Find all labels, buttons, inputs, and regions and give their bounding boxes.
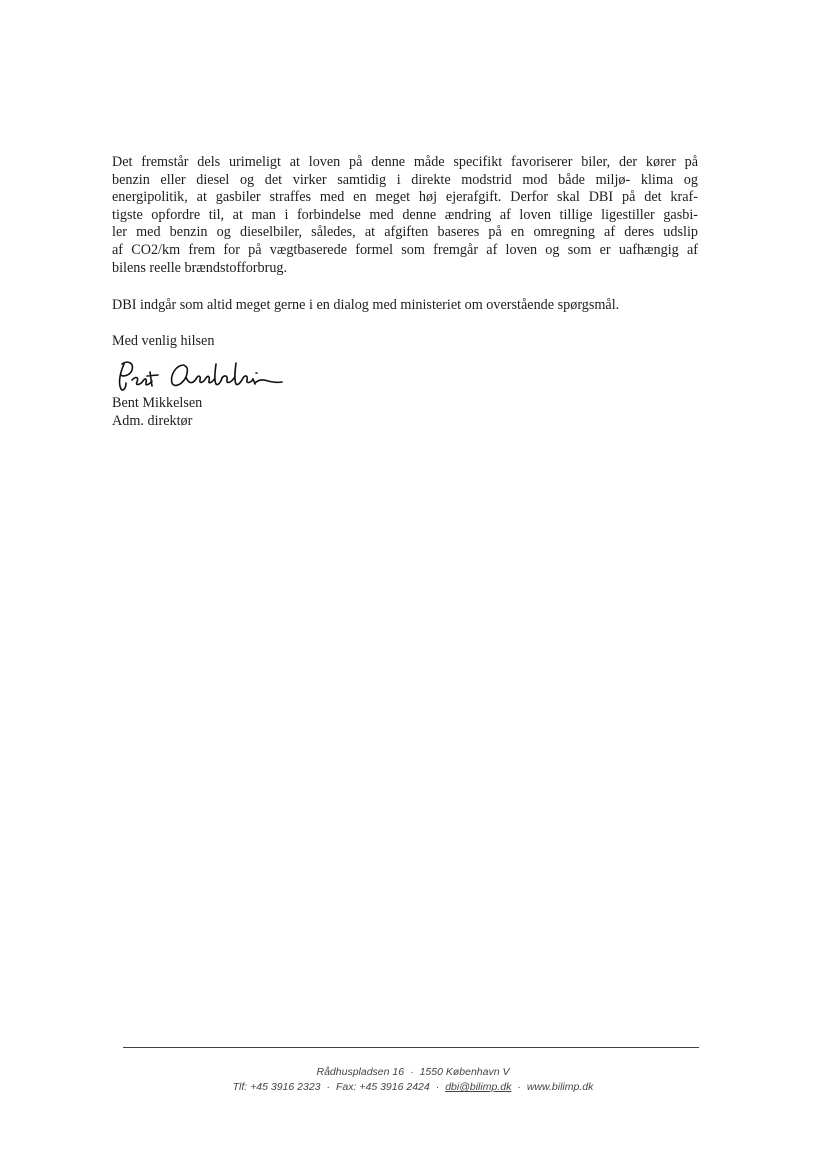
- paragraph-1-line: Det fremstår dels urimeligt at loven på denne måde specifikt favoriserer biler, der kører på: [112, 154, 698, 170]
- footer-fax: Fax: +45 3916 2424: [336, 1081, 430, 1093]
- footer-divider: [123, 1047, 699, 1048]
- footer-address-line: [0, 1066, 826, 1078]
- paragraph-1-line: ler med benzin og dieselbiler, således, at afgiften baseres på en omregning af deres udslip: [112, 224, 698, 241]
- paragraph-1-line: benzin eller diesel og det virker samtidig i direkte modstrid mod både miljø- klima og: [112, 171, 698, 188]
- paragraph-2: DBI indgår som altid meget gerne i en dialog med ministeriet om overstående spørgsmål.: [112, 297, 620, 313]
- signer-title: Adm. direktør: [112, 412, 193, 429]
- paragraph-1-line: energipolitik, at gasbiler straffes med en meget høj ejerafgift. Derfor skal DBI på det kraf-: [112, 189, 698, 206]
- footer-separator: ·: [410, 1066, 414, 1078]
- footer-separator: ·: [435, 1081, 440, 1093]
- paragraph-1-line: tigste opfordre til, at man i forbindelse med denne ændring af loven tillige ligestiller gasbi-: [112, 206, 698, 223]
- letter-body: [112, 154, 698, 277]
- footer-address: Rådhuspladsen 16: [316, 1066, 405, 1078]
- footer-email-link[interactable]: dbi@bilimp.dk: [445, 1081, 512, 1093]
- handwritten-signature: [112, 355, 292, 395]
- signer-name: Bent Mikkelsen: [112, 395, 203, 411]
- signer-block: [112, 395, 202, 430]
- paragraph-1: [112, 154, 698, 277]
- paragraph-1-line: af CO2/km frem for på vægtbaserede formel som fremgår af loven og som er uafhængig af: [112, 241, 698, 258]
- closing-salutation: Med venlig hilsen: [112, 333, 215, 349]
- footer-city: 1550 København V: [419, 1066, 510, 1078]
- footer-separator: ·: [517, 1081, 521, 1093]
- footer-contact-line: [0, 1081, 826, 1093]
- footer-website-link[interactable]: www.bilimp.dk: [526, 1081, 594, 1093]
- footer-phone: Tlf: +45 3916 2323: [232, 1081, 321, 1093]
- footer-separator: ·: [326, 1081, 331, 1093]
- paragraph-1-line: bilens reelle brændstofforbrug.: [112, 259, 288, 276]
